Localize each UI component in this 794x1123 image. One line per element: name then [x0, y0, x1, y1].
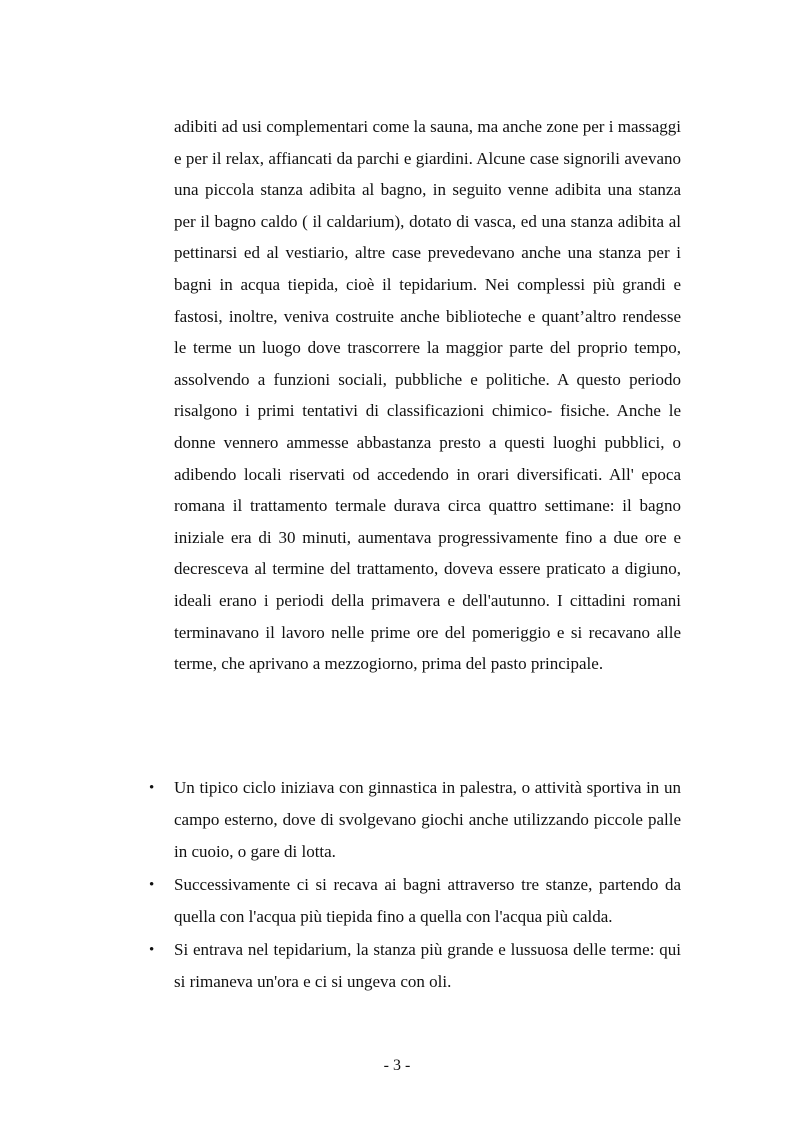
- bullet-icon: •: [149, 877, 155, 893]
- list-item: [149, 934, 681, 998]
- list-item-text: Si entrava nel tepidarium, la stanza più grande e lussuosa delle terme: qui si rimaneva un'ora e ci si ungeva con oli.: [174, 940, 681, 991]
- list-item-text: Successivamente ci si recava ai bagni attraverso tre stanze, partendo da quella con l'acqua più tiepida fino a quella con l'acqua più calda.: [174, 875, 681, 926]
- body-paragraph: adibiti ad usi complementari come la sauna, ma anche zone per i massaggi e per il relax, affiancati da parchi e giardini. Alcune case signorili avevano una piccola stanza adibita al bagno, in seguito venne adibita una stanza per il bagno caldo ( il caldarium), dotato di vasca, ed una stanza adibita al pettinarsi ed al vestiario, altre case prevedevano anche una stanza per i bagni in acqua tiepida, cioè il tepidarium. Nei complessi più grandi e fastosi, inoltre, veniva costruite anche biblioteche e quant’altro rendesse le terme un luogo dove trascorrere la maggior parte del proprio tempo, assolvendo a funzioni sociali, pubbliche e politiche. A questo periodo risalgono i primi tentativi di classificazioni chimico- fisiche. Anche le donne vennero ammesse abbastanza presto a questi luoghi pubblici, o adibendo locali riservati od accedendo in orari diversificati. All' epoca romana il trattamento termale durava circa quattro settimane: il bagno iniziale era di 30 minuti, aumentava progressivamente fino a due ore e decresceva al termine del trattamento, doveva essere praticato a digiuno, ideali erano i periodi della primavera e dell'autunno. I cittadini romani terminavano il lavoro nelle prime ore del pomeriggio e si recavano alle terme, che aprivano a mezzogiorno, prima del pasto principale.: [174, 117, 681, 674]
- list-item: [149, 772, 681, 868]
- list-item-text: Un tipico ciclo iniziava con ginnastica in palestra, o attività sportiva in un campo esterno, dove di svolgevano giochi anche utilizzando piccole palle in cuoio, o gare di lotta.: [174, 778, 681, 861]
- bullet-list: [149, 772, 681, 999]
- page-number: - 3 -: [383, 1057, 411, 1074]
- list-item: [149, 869, 681, 933]
- bullet-icon: •: [149, 780, 155, 796]
- bullet-icon: •: [149, 942, 155, 958]
